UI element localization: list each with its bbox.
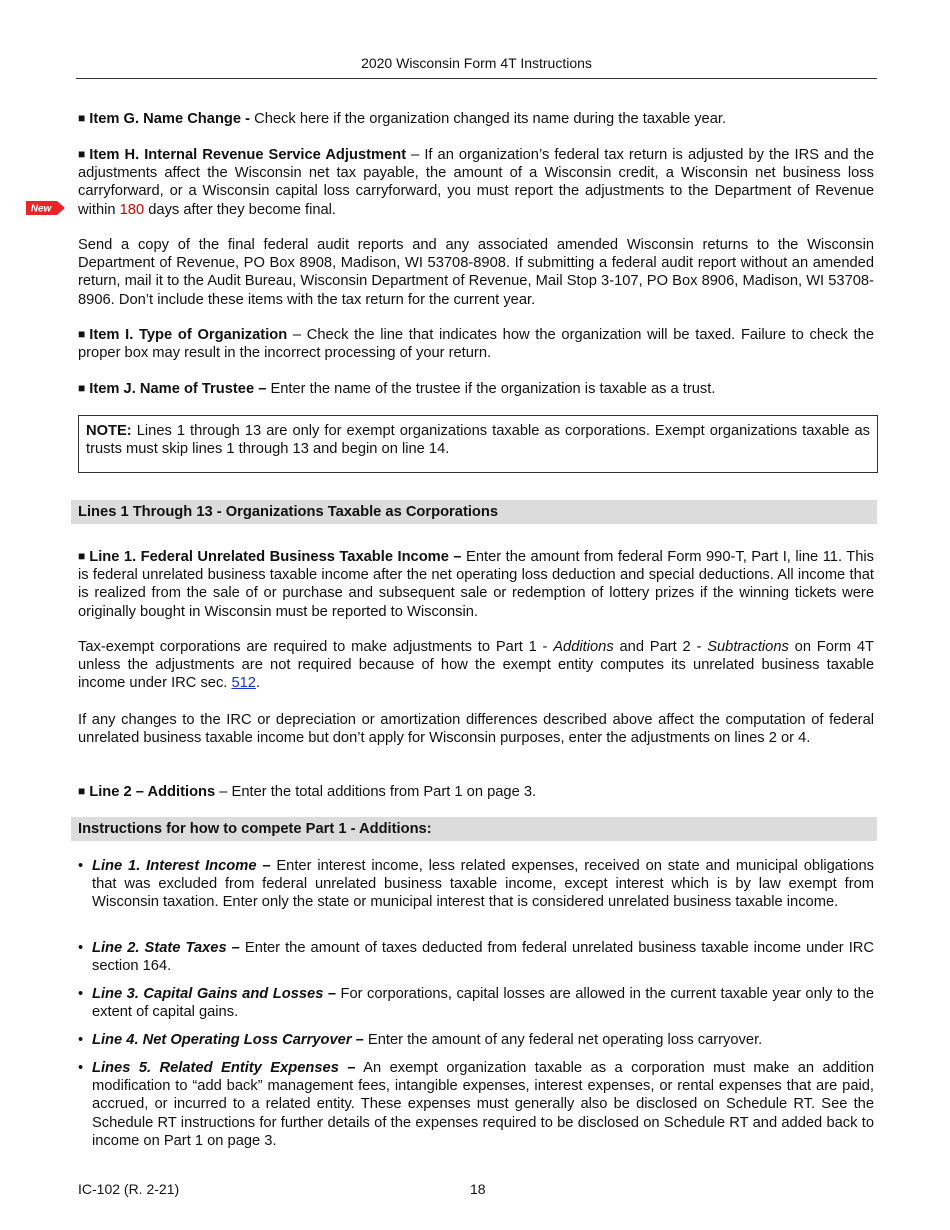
bullet-dot-icon: •	[78, 940, 84, 956]
item-i-label: Item I. Type of Organization	[89, 327, 288, 343]
header-rule	[76, 78, 877, 79]
item-h-days: 180	[119, 201, 145, 218]
bullet-text: Enter the amount of any federal net operating loss carryover.	[363, 1032, 763, 1048]
bullet-label: Lines 5. Related Entity Expenses –	[92, 1060, 356, 1076]
bullet-text: Enter interest income, less related expenses, received on state and municipal obligations that was excluded from federal unrelated business taxable income, except interest which is by law exempt from Wisconsin taxation. Enter only the state or municipal interest that is considered unrelated business taxable income.	[92, 858, 874, 911]
note-text: Lines 1 through 13 are only for exempt organizations taxable as corporations. Exempt organizations taxable as trusts must skip lines 1 through 13 and begin on line 14.	[86, 423, 870, 458]
bullet-dot-icon: •	[78, 986, 84, 1002]
subtractions-term: Subtractions	[707, 639, 789, 655]
bullet-label: Line 4. Net Operating Loss Carryover –	[92, 1032, 364, 1048]
item-h-paragraph	[78, 146, 874, 219]
item-h-text: – If an organization’s federal tax return is adjusted by the IRS and the adjustments affect the Wisconsin net tax payable, the amount of a Wisconsin credit, a Wisconsin net business loss carryforward, or a Wisconsin capital loss carryforward, you must report the adjustments to the Department of Revenue within	[78, 147, 874, 218]
bullet-label: Line 2. State Taxes –	[92, 940, 240, 956]
item-i-paragraph	[78, 326, 874, 362]
line-1-label: Line 1. Federal Unrelated Business Taxable Income –	[89, 549, 462, 565]
item-g-text: Check here if the organization changed its name during the taxable year.	[250, 111, 727, 127]
list-item	[78, 857, 874, 912]
item-g-paragraph	[78, 110, 874, 128]
item-j-paragraph	[78, 380, 874, 398]
bullet-dot-icon: •	[78, 858, 84, 874]
irc-changes-paragraph: If any changes to the IRC or depreciation or amortization differences described above affect the computation of federal unrelated business taxable income but don’t apply for Wisconsin purposes, enter the adjustments on lines 2 or 4.	[78, 712, 874, 747]
item-j-text: Enter the name of the trustee if the organization is taxable as a trust.	[266, 381, 716, 397]
line-1-paragraph	[78, 548, 874, 621]
line-1-text: Enter the amount from federal Form 990-T, Part I, line 11. This is federal unrelated business taxable income after the net operating loss deduction and special deductions. All income that is realized from the sale of or purchase and subsequent sale or redemption of lottery prizes if the winning tickets were originally bought in Wisconsin must be reported to Wisconsin.	[78, 549, 874, 620]
item-i-text: – Check the line that indicates how the organization will be taxed. Failure to check the proper box may result in the incorrect processing of your return.	[78, 327, 874, 362]
send-copy-paragraph: Send a copy of the final federal audit reports and any associated amended Wisconsin returns to the Wisconsin Department of Revenue, PO Box 8908, Madison, WI 53708-8908. If submitting a federal audit report without an amended return, mail it to the Audit Bureau, Wisconsin Department of Revenue, Mail Stop 3-107, PO Box 8906, Madison, WI 53708-8906. Don’t include these items with the tax return for the current year.	[78, 237, 874, 308]
bullet-text: For corporations, capital losses are allowed in the current taxable year only to the extent of capital gains.	[92, 986, 875, 1021]
line-2-paragraph	[78, 783, 874, 801]
tax-exempt-paragraph	[78, 638, 874, 693]
square-bullet-icon: ■	[78, 111, 86, 125]
note-label: NOTE:	[86, 423, 132, 439]
bullet-label: Line 3. Capital Gains and Losses –	[92, 986, 337, 1002]
section-heading-corporations: Lines 1 Through 13 - Organizations Taxable as Corporations	[71, 500, 877, 524]
line-2-text: – Enter the total additions from Part 1 on page 3.	[215, 784, 537, 800]
bullet-text: Enter the amount of taxes deducted from federal unrelated business taxable income under IRC section 164.	[92, 940, 875, 975]
tax-exempt-text-3: on Form 4T unless the adjustments are not required because of how the exempt entity computes its unrelated business taxable income under IRC sec.	[78, 639, 875, 692]
section-heading-additions: Instructions for how to compete Part 1 - Additions:	[71, 817, 877, 841]
square-bullet-icon: ■	[78, 381, 86, 395]
item-h-label: Item H. Internal Revenue Service Adjustment	[89, 147, 407, 163]
square-bullet-icon: ■	[78, 147, 86, 161]
footer-page-number: 18	[470, 1181, 486, 1197]
square-bullet-icon: ■	[78, 549, 86, 563]
bullet-label: Line 1. Interest Income –	[92, 858, 271, 874]
line-2-label: Line 2 – Additions	[89, 784, 216, 800]
list-item	[78, 939, 874, 975]
bullet-text: An exempt organization taxable as a corporation must make an addition modification to “add back” management fees, intangible expenses, interest expenses, or rental expenses that are paid, accrued, or incurred to a related entity. These expenses must generally also be disclosed on Schedule RT. See the Schedule RT instructions for further details of the expenses required to be disclosed on Schedule RT and added back to income on Part 1 on page 3.	[92, 1060, 874, 1149]
tax-exempt-text-4: .	[255, 675, 261, 692]
additions-term: Additions	[553, 639, 614, 655]
tax-exempt-text-2: and Part 2 -	[613, 639, 708, 655]
list-item	[78, 1059, 874, 1150]
irc-512-link[interactable]: 512	[231, 675, 256, 692]
bullet-dot-icon: •	[78, 1060, 84, 1076]
note-box	[78, 415, 878, 473]
item-j-label: Item J. Name of Trustee –	[89, 381, 267, 397]
bullet-dot-icon: •	[78, 1032, 84, 1048]
footer-form-id: IC-102 (R. 2-21)	[78, 1181, 180, 1197]
tax-exempt-text-1: Tax-exempt corporations are required to make adjustments to Part 1 -	[78, 639, 554, 655]
new-badge-icon	[26, 200, 66, 216]
new-badge-label: New	[30, 203, 52, 215]
list-item	[78, 985, 874, 1021]
item-g-label: Item G. Name Change -	[89, 111, 251, 127]
item-h-text-end: days after they become final.	[144, 201, 337, 218]
square-bullet-icon: ■	[78, 784, 86, 798]
list-item	[78, 1031, 874, 1049]
page-header: 2020 Wisconsin Form 4T Instructions	[361, 55, 592, 71]
square-bullet-icon: ■	[78, 327, 86, 341]
